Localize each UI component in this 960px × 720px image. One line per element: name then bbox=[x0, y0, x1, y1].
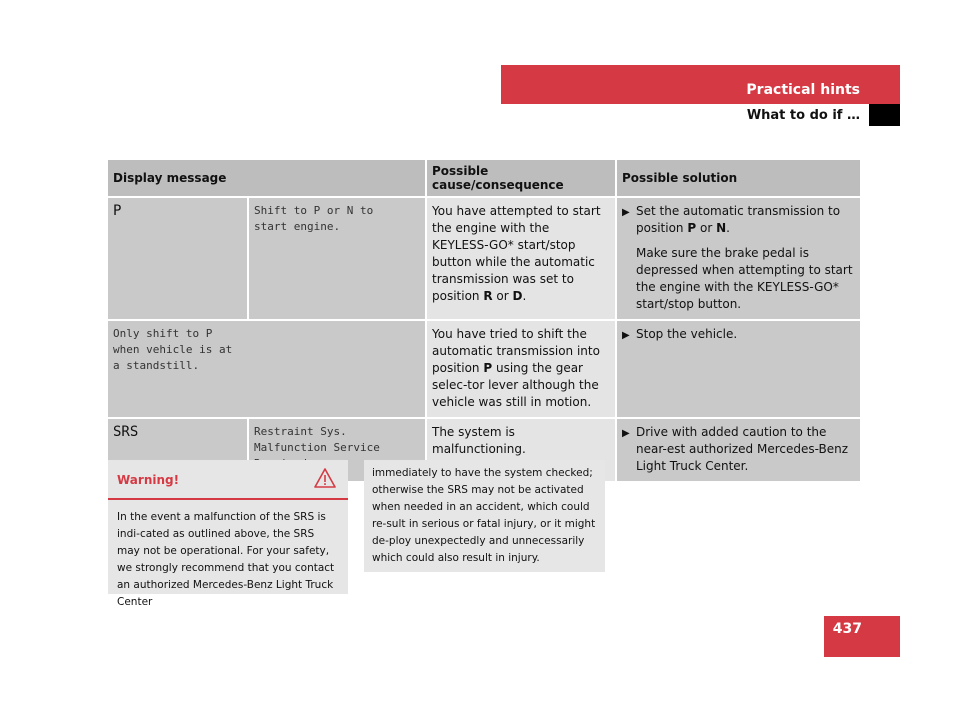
solution-step bbox=[622, 326, 855, 344]
cause-text: You have attempted to start the engine with the KEYLESS-GO* start/stop button while the automatic transmission was set to position bbox=[432, 204, 601, 303]
page-number-box bbox=[824, 616, 900, 657]
table-header-row bbox=[108, 160, 860, 197]
warning-continued-box bbox=[364, 460, 605, 572]
position-r: R bbox=[483, 289, 493, 303]
warning-title: Warning! bbox=[117, 473, 180, 487]
solution-cell bbox=[616, 320, 860, 418]
solution-text: Set the automatic transmission to position bbox=[636, 204, 841, 235]
display-message-table bbox=[108, 160, 860, 481]
cause-text: You have tried to shift the automatic transmission into position bbox=[432, 327, 600, 375]
column-header: Possible solution bbox=[616, 160, 860, 197]
message-text: Shift to P or N to start engine. bbox=[254, 204, 374, 233]
position-p: P bbox=[483, 361, 493, 375]
cause-text: The system is malfunctioning. bbox=[432, 425, 526, 456]
solution-step bbox=[622, 424, 855, 475]
message-code-cell bbox=[108, 197, 248, 320]
solution-note: Make sure the brake pedal is depressed when attempting to start the engine with the KEYLESS-GO* start/stop button. bbox=[636, 246, 853, 311]
subsection-title: What to do if … bbox=[746, 108, 860, 123]
cause-cell bbox=[426, 197, 616, 320]
warning-box bbox=[108, 460, 348, 608]
message-code: SRS bbox=[113, 424, 139, 440]
header-marker-block bbox=[869, 104, 900, 126]
position-p: P bbox=[687, 221, 697, 235]
message-text-cell bbox=[248, 197, 426, 320]
solution-cell bbox=[616, 197, 860, 320]
subsection-header bbox=[501, 104, 900, 126]
cause-cell bbox=[426, 320, 616, 418]
warning-body: In the event a malfunction of the SRS is indi-cated as outlined above, the SRS may not be operational. For your safety, we strongly recommend that you contact an authorized Mercedes-Benz Light Truck Center bbox=[117, 511, 335, 608]
message-code: P bbox=[113, 203, 122, 219]
warning-triangle-icon bbox=[314, 468, 336, 488]
solution-step bbox=[622, 203, 855, 237]
section-title: Practical hints bbox=[746, 82, 860, 98]
message-text: Restraint Sys. Malfunction Service bbox=[254, 425, 380, 454]
page-number: 437 bbox=[832, 621, 862, 637]
arrow-right-icon: ▶ bbox=[622, 330, 630, 341]
cause-text: . bbox=[522, 289, 527, 303]
position-n: N bbox=[716, 221, 727, 235]
message-text: Only shift to P when vehicle is at a standstill. bbox=[113, 327, 233, 372]
solution-cell bbox=[616, 418, 860, 481]
table-row bbox=[108, 320, 860, 418]
arrow-right-icon: ▶ bbox=[622, 428, 630, 439]
cause-text: or bbox=[492, 289, 513, 303]
solution-text: Stop the vehicle. bbox=[636, 327, 738, 341]
solution-text: Drive with added caution to the near-est authorized Mercedes-Benz Light Truck Center. bbox=[636, 425, 849, 473]
position-d: D bbox=[512, 289, 523, 303]
cause-text: using the gear selec-tor lever although the vehicle was still in motion. bbox=[432, 361, 599, 409]
message-text-cell bbox=[108, 320, 426, 418]
warning-header bbox=[108, 460, 348, 500]
header-bar bbox=[501, 65, 900, 104]
solution-text: . bbox=[726, 221, 730, 235]
table-row bbox=[108, 197, 860, 320]
arrow-right-icon: ▶ bbox=[622, 207, 630, 218]
column-header: Display message bbox=[108, 160, 426, 197]
solution-text: or bbox=[696, 221, 717, 235]
warning-continued-text: immediately to have the system checked; otherwise the SRS may not be activated when needed in an accident, which could re-sult in serious or fatal injury, or it might de-ploy unexpectedly and unnecessarily which could also result in injury. bbox=[372, 467, 596, 564]
column-header: Possible cause/consequence bbox=[426, 160, 616, 197]
